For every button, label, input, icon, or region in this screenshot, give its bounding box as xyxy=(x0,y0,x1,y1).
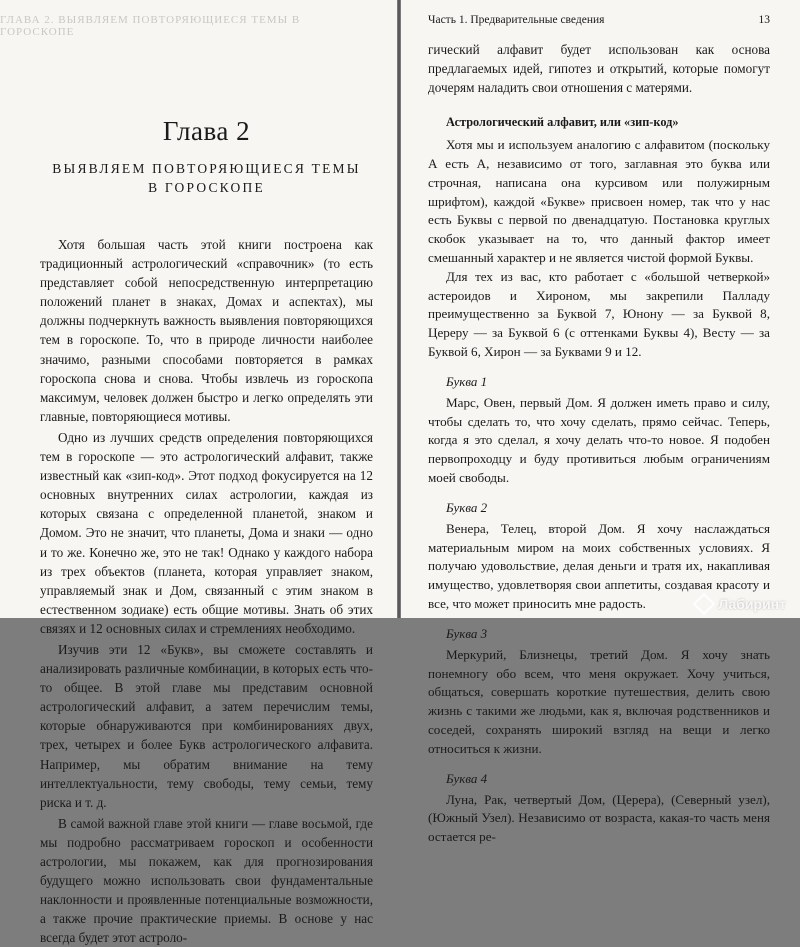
paragraph: Хотя мы и используем аналогию с алфавитом (поскольку А есть А, независимо от того, заглавная это буква или строчная, написана она курсивом или полужирным шрифтом), каждой «Букве» присвоен номер, так что у нас есть Буквы с первой по двенадцатую. Постановка круглых скобок указывает на то, что данный фактор имеет смешанный характер и не является чистой формой Буквы. xyxy=(428,137,770,266)
paragraph: Изучив эти 12 «Букв», вы сможете составлять и анализировать различные комбинации, в которых есть что-то общее. В этой главе мы представим основной астрологический алфавит, а затем перечислим темы, которые обнаруживаются при комбинированиях двух, трех, четырех и более Букв астрологического алфавита. Например, мы обратим внимание на тему интеллектуальности, тему свободы, тему семьи, тему риска и т. д. xyxy=(40,641,373,810)
running-header-title: Часть 1. Предварительные сведения xyxy=(428,14,605,26)
page-number: 13 xyxy=(758,14,770,26)
labirint-watermark xyxy=(696,596,786,612)
chapter-title: Глава 2 xyxy=(162,116,251,146)
watermark-text: Лабиринт xyxy=(718,596,786,612)
letter-text: Венера, Телец, второй Дом. Я хочу наслаждаться материальным миром на моих собственных условиях. Я получаю удовольствие, делая деньги и тратя их, накапливая имущество, удовлетворяя свои аппетиты, создавая красоту и все, что может приносить мне радость. xyxy=(428,520,770,612)
section-title: Астрологический алфавит, или «зип-код» xyxy=(446,115,679,130)
letter-title: Буква 1 xyxy=(446,373,488,389)
letter-entry xyxy=(428,374,770,488)
letter-title: Буква 2 xyxy=(446,499,488,515)
paragraph: Для тех из вас, кто работает с «большой четверкой» астероидов и Хироном, мы закрепили Палладу преимущественно за Буквой 7, Юнону — за Буквой 8, Цереру — за Буквой 6 (с оттенками Буквы 4), Весту — за Буквой 6, Хирон — за Буквами 9 и 12. xyxy=(428,268,770,360)
chapter-subtitle: ВЫЯВЛЯЕМ ПОВТОРЯЮЩИЕСЯ ТЕМЫ В ГОРОСКОПЕ xyxy=(52,161,361,195)
letter-text: Меркурий, Близнецы, третий Дом. Я хочу знать понемногу обо всем, что меня окружает. Хочу учиться, общаться, совершать короткие путешествия, делить свою жизнь с такими же людьми, как я, включая родственников и соседей, сохранять широкий взгляд на вещи и легко относиться к жизни. xyxy=(428,646,770,756)
letter-entry xyxy=(428,626,770,759)
continuation-paragraph: гический алфавит будет использован как основа предлагаемых идей, гипотез и открытий, которые помогут дочерям наладить свои отношения с матерями. xyxy=(428,42,770,96)
running-header xyxy=(428,0,770,26)
letter-entry xyxy=(428,771,770,847)
letter-title: Буква 4 xyxy=(446,770,488,786)
paragraph: Одно из лучших средств определения повторяющихся тем в гороскопе — это астрологический алфавит, также известный как «зип-код». Этот подход фокусируется на 12 основных внутренних силах астрологии, каждая из которых связана с определенной планетой, знаком и Домом. Это не значит, что планеты, Дома и знаки — одно и то же. Конечно же, это не так! Однако у каждого набора из трех объектов (планета, которая управляет знаком, управляемый знак и Дом, связанный с этим знаком в естественном зодиаке) есть общие мотивы. Знать об этих связях и 12 основных силах и стремлениях необходимо. xyxy=(40,429,373,636)
letter-text: Луна, Рак, четвертый Дом, (Церера), (Северный узел), (Южный Узел). Независимо от возраста, какая-то часть меня остается ре- xyxy=(428,791,770,845)
ghost-header-left: ГЛАВА 2. ВЫЯВЛЯЕМ ПОВТОРЯЮЩИЕСЯ ТЕМЫ В ГОРОСКОПЕ xyxy=(0,14,301,38)
paragraph: В самой важной главе этой книги — главе восьмой, где мы подробно рассматриваем гороскоп и особенности астрологии, мы покажем, как для прогнозирования будущего можно использовать свои фундаментальные наклонности и проявленные потенциальные возможности, а также прочие практические приемы. В основе у нас всегда будет этот астроло- xyxy=(40,815,373,946)
left-page xyxy=(0,0,397,946)
letter-title: Буква 3 xyxy=(446,625,488,641)
left-page-body xyxy=(40,235,373,947)
labirint-logo-icon xyxy=(693,593,716,616)
right-page xyxy=(401,0,800,845)
letter-text: Марс, Овен, первый Дом. Я должен иметь право и силу, чтобы сделать то, что хочу сделать, прямо сейчас. Теперь, когда я это сделал, я хочу делать что-то новое. Я подобен первопроходцу и буду противиться любым ограничениям моей свободы. xyxy=(428,394,770,486)
section-body xyxy=(428,136,770,362)
paragraph: Хотя большая часть этой книги построена как традиционный астрологический «справочник» (то есть представляет собой непосредственную интерпретацию положений планет в знаках, Домах и аспектах), мы должны подчеркнуть важность выявления повторяющихся тем в гороскопе. То, что в природе личности наиболее значимо, разными способами повторяется в рамках гороскопа снова и снова. Чтобы извлечь из гороскопа максимум, человек должен быстро и легко определять эти главные, повторяющиеся мотивы. xyxy=(40,237,373,424)
